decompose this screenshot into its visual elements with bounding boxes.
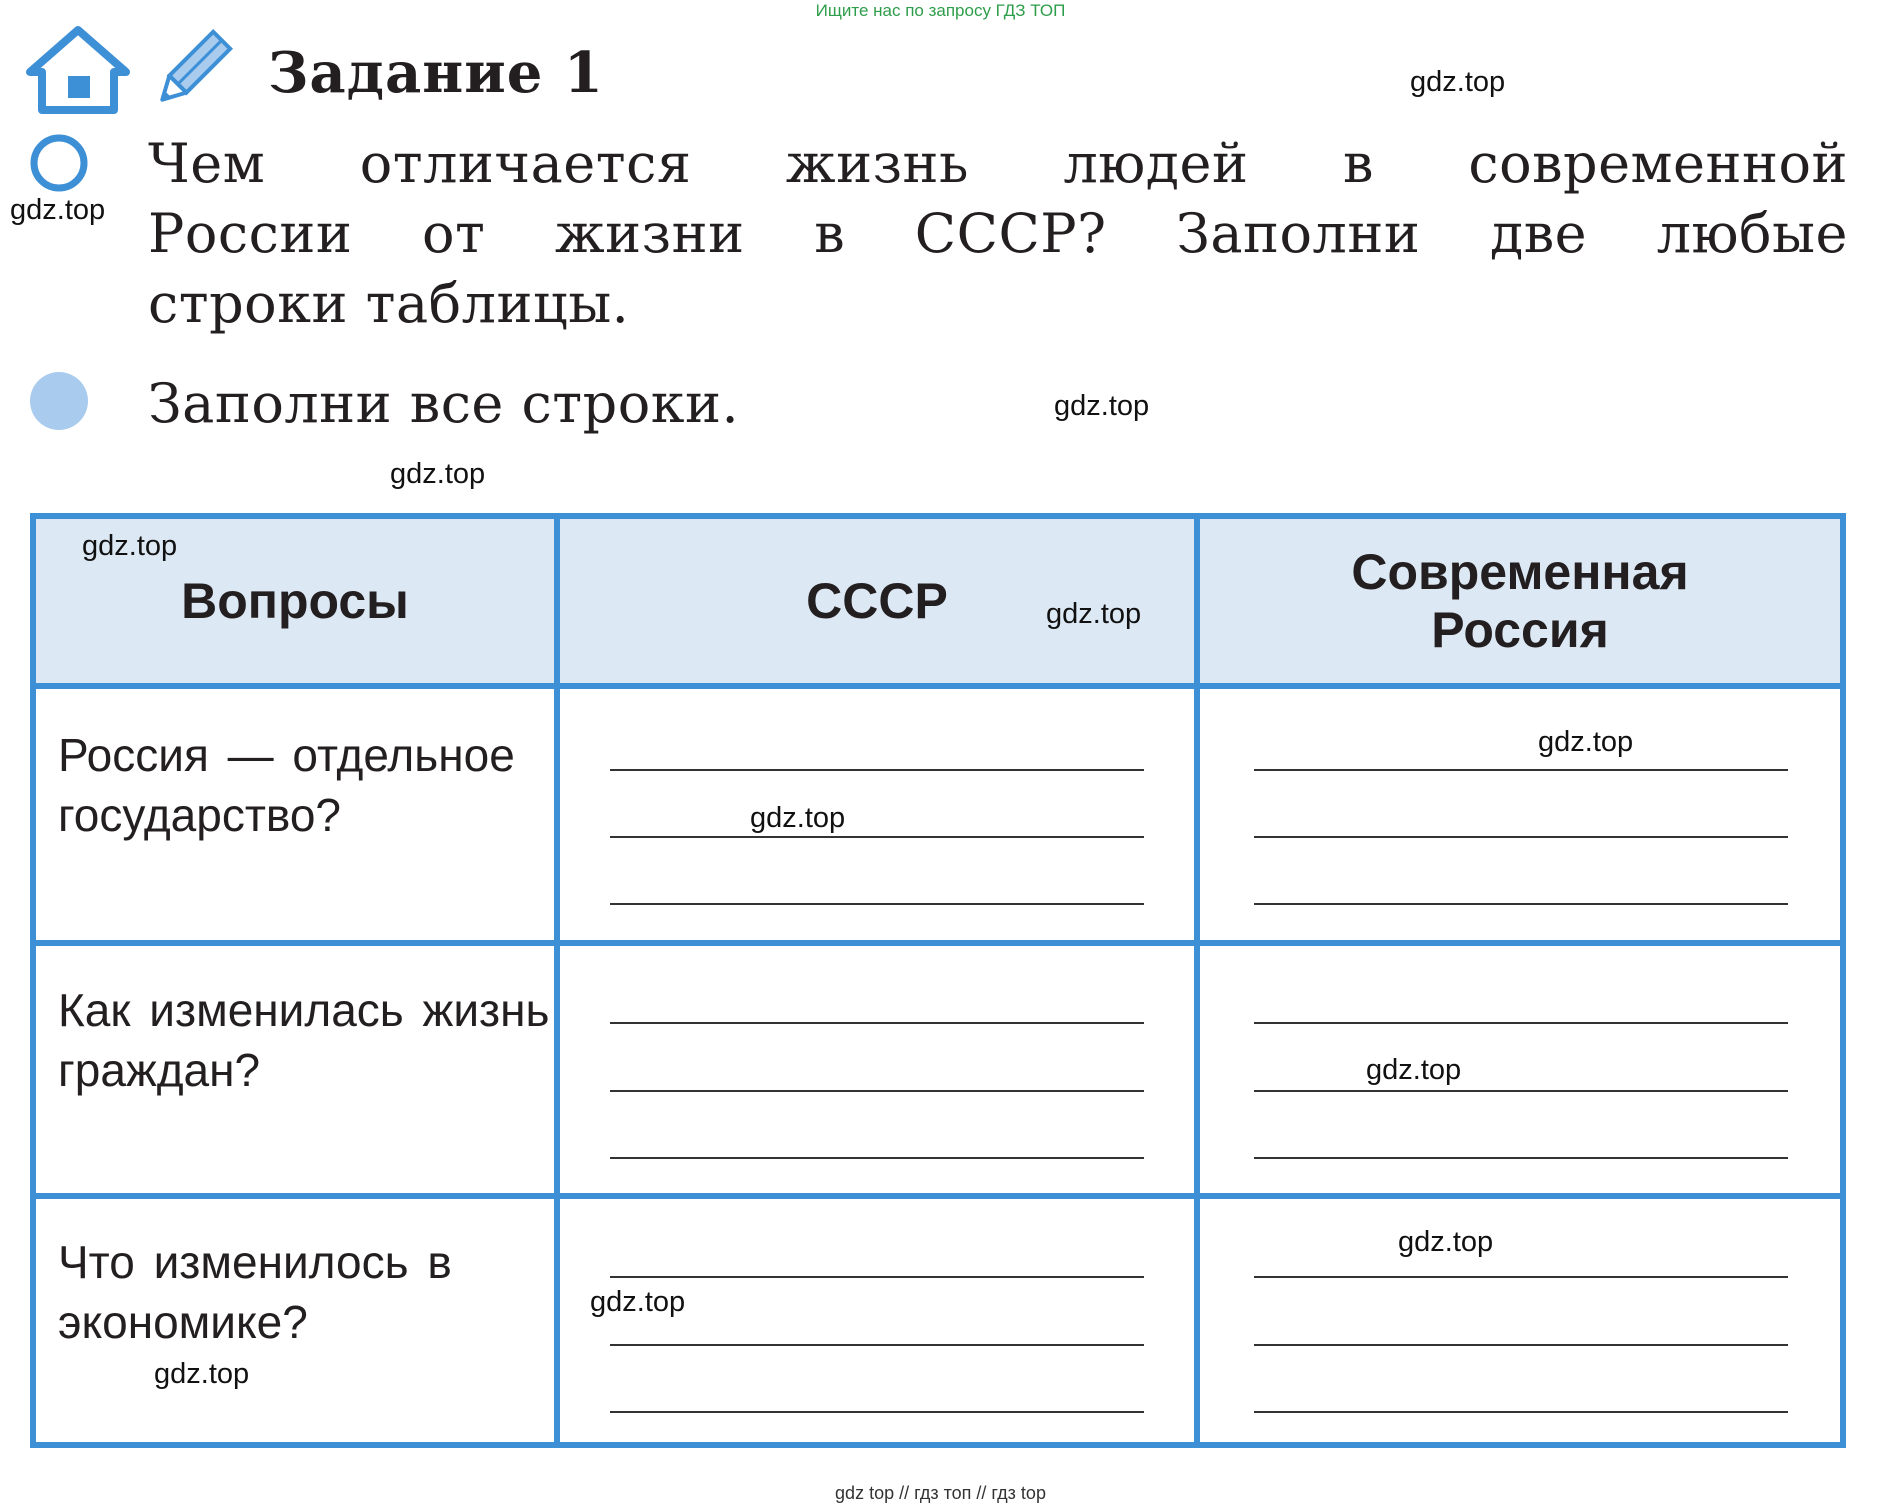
watermark: gdz.top bbox=[590, 1286, 686, 1318]
question-cell: Что изменилось в экономике? bbox=[58, 1236, 452, 1348]
russia-answer-line[interactable] bbox=[1254, 769, 1788, 771]
row-divider bbox=[36, 1193, 1840, 1199]
russia-answer-line[interactable] bbox=[1254, 1157, 1788, 1159]
header-modern-russia: Современная Россия bbox=[1351, 544, 1689, 658]
question-cell: Как изменилась жизнь граждан? bbox=[58, 984, 550, 1096]
watermark: gdz.top bbox=[1410, 66, 1506, 98]
watermark: gdz.top bbox=[1366, 1054, 1462, 1086]
pencil-icon bbox=[146, 24, 238, 116]
question-cell: Россия — отдельное государство? bbox=[58, 729, 515, 841]
ussr-answer-line[interactable] bbox=[610, 769, 1144, 771]
task-text-2: Заполни все строки. bbox=[148, 372, 740, 435]
answer-table bbox=[30, 513, 1846, 1448]
watermark: gdz.top bbox=[390, 458, 486, 490]
circle-filled-icon bbox=[28, 370, 90, 432]
ussr-answer-line[interactable] bbox=[610, 903, 1144, 905]
ussr-answer-line[interactable] bbox=[610, 1344, 1144, 1346]
russia-answer-line[interactable] bbox=[1254, 1022, 1788, 1024]
row-divider bbox=[36, 940, 1840, 946]
ussr-answer-line[interactable] bbox=[610, 1090, 1144, 1092]
russia-answer-line[interactable] bbox=[1254, 1090, 1788, 1092]
ussr-answer-line[interactable] bbox=[610, 1276, 1144, 1278]
task-text-line-2: России от жизни в СССР? Заполни две любые bbox=[148, 202, 1848, 265]
watermark: gdz.top bbox=[82, 530, 178, 562]
task-text-line-1: Чем отличается жизнь людей в современной bbox=[148, 132, 1848, 195]
ussr-answer-line[interactable] bbox=[610, 1022, 1144, 1024]
task-text-line-3: строки таблицы. bbox=[148, 272, 630, 335]
header-ussr: СССР bbox=[806, 573, 948, 629]
ussr-answer-line[interactable] bbox=[610, 836, 1144, 838]
ussr-answer-line[interactable] bbox=[610, 1157, 1144, 1159]
watermark: gdz.top bbox=[750, 802, 846, 834]
circle-outline-icon bbox=[28, 132, 90, 194]
ussr-answer-line[interactable] bbox=[610, 1411, 1144, 1413]
header-questions: Вопросы bbox=[181, 573, 409, 629]
russia-answer-line[interactable] bbox=[1254, 1344, 1788, 1346]
watermark: gdz.top bbox=[1398, 1226, 1494, 1258]
home-icon[interactable] bbox=[26, 24, 130, 114]
russia-answer-line[interactable] bbox=[1254, 1276, 1788, 1278]
watermark: gdz.top bbox=[154, 1358, 250, 1390]
task-title: Задание 1 bbox=[268, 40, 604, 106]
column-divider bbox=[1194, 519, 1200, 1442]
russia-answer-line[interactable] bbox=[1254, 836, 1788, 838]
watermark: gdz.top bbox=[1054, 390, 1150, 422]
russia-answer-line[interactable] bbox=[1254, 1411, 1788, 1413]
watermark: gdz.top bbox=[1046, 598, 1142, 630]
watermark: gdz.top bbox=[1538, 726, 1634, 758]
watermark: gdz.top bbox=[10, 194, 106, 226]
bottom-note: gdz top // гдз топ // гдз top bbox=[835, 1483, 1046, 1503]
top-note: Ищите нас по запросу ГДЗ ТОП bbox=[815, 1, 1066, 20]
russia-answer-line[interactable] bbox=[1254, 903, 1788, 905]
